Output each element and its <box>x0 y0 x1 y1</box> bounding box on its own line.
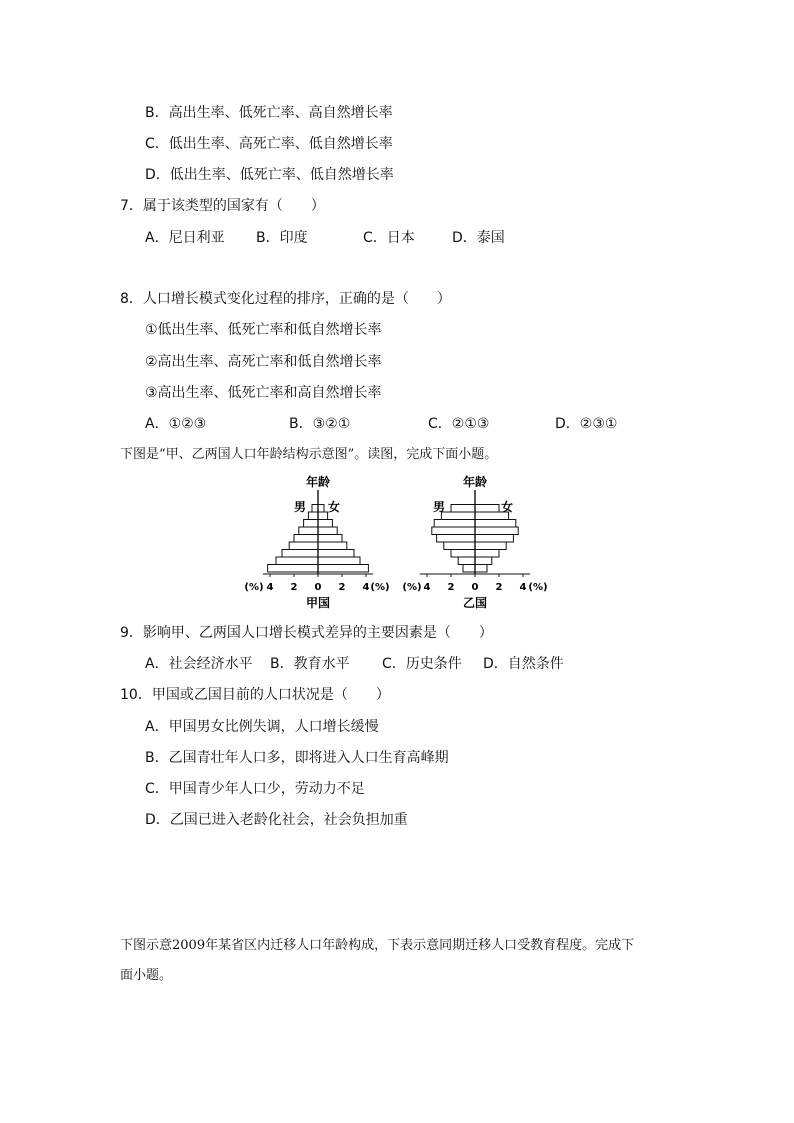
question-8-option-d: D．②③① <box>555 416 618 432</box>
left-pyramid-female-bar-4 <box>318 535 342 543</box>
left-caption: 甲国 <box>305 596 331 610</box>
left-pyramid-male-bar-3 <box>289 542 318 550</box>
question-8-stem: 8．人口增长模式变化过程的排序，正确的是（ ） <box>120 291 451 307</box>
question-9-option-b: B．教育水平 <box>270 656 350 672</box>
right-male-label: 男 <box>432 500 446 514</box>
question-8-option-c: C．②①③ <box>428 416 490 432</box>
right-female-label: 女 <box>500 500 514 514</box>
right-pyramid-female-bar-2 <box>475 550 499 558</box>
right-pyramid-female-bar-3 <box>475 542 506 550</box>
left-pyramid-tick-label-0: 4 <box>266 582 274 593</box>
migration-intro-line-1: 下图示意2009年某省区内迁移人口年龄构成，下表示意同期迁移人口受教育程度。完成下 <box>120 938 635 953</box>
question-8-option-b: B．③②① <box>289 416 351 432</box>
right-pyramid-female-bar-6 <box>475 520 516 528</box>
left-pyramid-male-bar-6 <box>304 520 318 528</box>
left-pyramid-male-bar-8 <box>312 505 318 513</box>
question-10-option-d: D．乙国已进入老龄化社会，社会负担加重 <box>145 812 408 828</box>
question-10-stem: 10．甲国或乙国目前的人口状况是（ ） <box>120 687 390 703</box>
question-9-option-d: D．自然条件 <box>483 656 564 672</box>
left-pyramid-tick-label-1: 2 <box>290 582 298 593</box>
question-9-stem: 9．影响甲、乙两国人口增长模式差异的主要因素是（ ） <box>120 625 493 641</box>
right-pyramid-male-bar-1 <box>458 557 475 565</box>
right-pyramid-female-bar-5 <box>475 527 518 535</box>
question-9-option-c: C．历史条件 <box>382 656 462 672</box>
left-male-label: 男 <box>293 500 307 514</box>
left-pyramid-male-bar-7 <box>308 512 318 520</box>
right-pyramid-male-bar-7 <box>441 512 475 520</box>
right-pyramid-female-bar-0 <box>475 565 487 573</box>
right-pyramid-female-bar-8 <box>475 505 499 513</box>
left-pyramid-male-bar-5 <box>299 527 318 535</box>
question-8-item-1: ①低出生率、低死亡率和低自然增长率 <box>145 322 382 338</box>
left-pyramid-female-bar-7 <box>318 512 328 520</box>
question-8-option-a: A．①②③ <box>145 416 207 432</box>
right-pyramid-tick-label-0: 4 <box>423 582 431 593</box>
left-pyramid-tick-label-2: 0 <box>314 582 322 593</box>
question-9-option-a: A．社会经济水平 <box>145 656 253 672</box>
right-pyramid-male-bar-6 <box>434 520 475 528</box>
question-10-option-a: A．甲国男女比例失调，人口增长缓慢 <box>145 719 379 735</box>
left-pyramid-male-bar-4 <box>294 535 318 543</box>
right-unit-right: (%) <box>528 582 548 593</box>
left-pyramid-female-bar-6 <box>318 520 332 528</box>
left-pyramid-female-bar-8 <box>318 505 324 513</box>
question-7-stem: 7．属于该类型的国家有（ ） <box>120 198 325 214</box>
question-10-option-b: B．乙国青壮年人口多，即将进入人口生育高峰期 <box>145 750 449 766</box>
left-pyramid-male-bar-0 <box>268 565 318 573</box>
figure-intro-text: 下图是“甲、乙两国人口年龄结构示意图”。读图，完成下面小题。 <box>120 447 498 462</box>
right-pyramid-tick-label-4: 4 <box>519 582 527 593</box>
left-pyramid-female-bar-2 <box>318 550 354 558</box>
left-female-label: 女 <box>327 500 341 514</box>
right-pyramid-male-bar-0 <box>463 565 475 573</box>
question-8-item-2: ②高出生率、高死亡率和低自然增长率 <box>145 354 382 370</box>
right-axis-title: 年龄 <box>462 475 488 489</box>
question-7-option-c: C．日本 <box>363 230 415 246</box>
population-pyramid-figure <box>230 474 560 614</box>
left-pyramid-tick-label-3: 2 <box>338 582 346 593</box>
right-pyramid-male-bar-4 <box>437 535 475 543</box>
left-unit-left: (%) <box>244 582 264 593</box>
right-pyramid-male-bar-2 <box>451 550 475 558</box>
right-pyramid-tick-label-1: 2 <box>447 582 455 593</box>
left-unit-right: (%) <box>370 582 390 593</box>
right-pyramid-female-bar-1 <box>475 557 492 565</box>
right-pyramid-female-bar-4 <box>475 535 513 543</box>
left-pyramid-female-bar-3 <box>318 542 347 550</box>
left-pyramid-male-bar-1 <box>276 557 318 565</box>
right-pyramid-tick-label-3: 2 <box>495 582 503 593</box>
question-7-option-d: D．泰国 <box>452 230 505 246</box>
question-10-option-c: C．甲国青少年人口少，劳动力不足 <box>145 781 365 797</box>
right-unit-left: (%) <box>402 582 422 593</box>
left-axis-title: 年龄 <box>305 475 331 489</box>
right-caption: 乙国 <box>462 596 488 610</box>
left-pyramid-male-bar-2 <box>282 550 318 558</box>
right-pyramid-male-bar-8 <box>451 505 475 513</box>
right-pyramid-tick-label-2: 0 <box>471 582 479 593</box>
question-8-item-3: ③高出生率、低死亡率和高自然增长率 <box>145 385 382 401</box>
right-pyramid-male-bar-5 <box>432 527 475 535</box>
question-6-option-b: B．高出生率、低死亡率、高自然增长率 <box>145 105 393 121</box>
left-pyramid-female-bar-1 <box>318 557 360 565</box>
right-pyramid-male-bar-3 <box>444 542 475 550</box>
question-6-option-d: D．低出生率、低死亡率、低自然增长率 <box>145 167 394 183</box>
left-pyramid-tick-label-4: 4 <box>362 582 370 593</box>
question-6-option-c: C．低出生率、高死亡率、低自然增长率 <box>145 136 393 152</box>
left-pyramid-female-bar-0 <box>318 565 368 573</box>
question-7-option-b: B．印度 <box>256 230 308 246</box>
left-pyramid-female-bar-5 <box>318 527 337 535</box>
question-7-option-a: A．尼日利亚 <box>145 230 225 246</box>
migration-intro-line-2: 面小题。 <box>120 968 173 983</box>
